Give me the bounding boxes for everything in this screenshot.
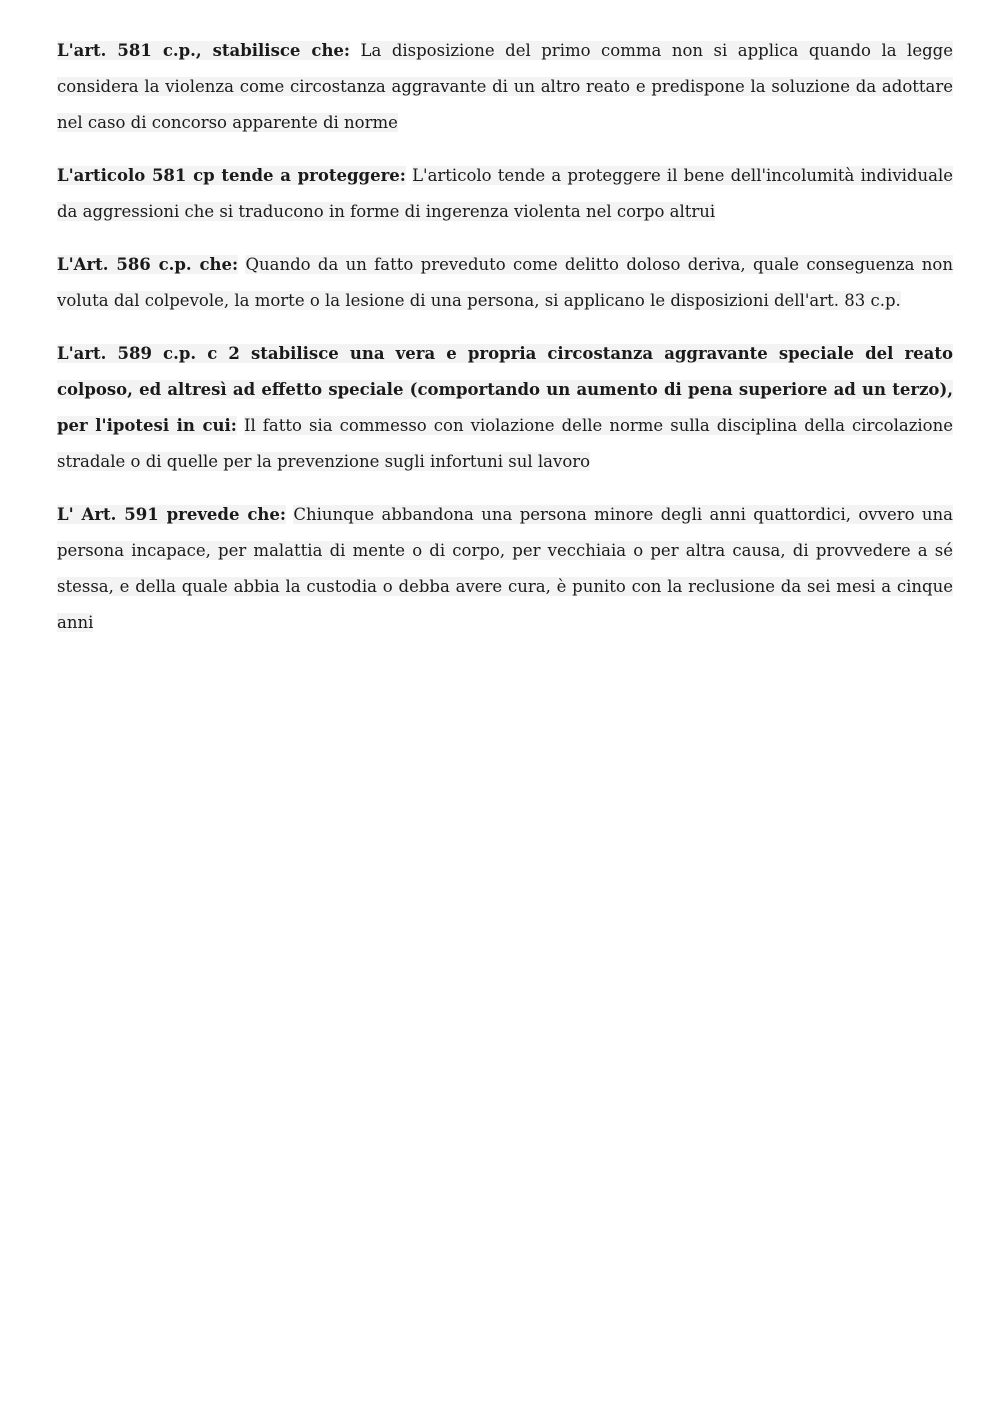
paragraph-text: Il fatto sia commesso con violazione delle norme sulla disciplina della circolazione stradale o di quelle per la prevenzione sugli infortuni sul lavoro [57,416,953,471]
paragraph-art-591 [57,497,953,641]
paragraph-art-586 [57,247,953,319]
paragraph-lead: L'art. 581 c.p., stabilisce che: [57,41,351,60]
paragraph-art-581-scope [57,33,953,141]
paragraph-lead: L'articolo 581 cp tende a proteggere: [57,166,406,185]
paragraph-text: La disposizione del primo comma non si applica quando la legge considera la violenza come circostanza aggravante di un altro reato e predispone la soluzione da adottare nel caso di concorso apparente di norme [57,41,953,132]
document-page [57,33,953,658]
paragraph-art-589 [57,336,953,480]
paragraph-lead: L'Art. 586 c.p. che: [57,255,239,274]
paragraph-lead: L' Art. 591 prevede che: [57,505,286,524]
paragraph-text: L'articolo tende a proteggere il bene dell'incolumità individuale da aggressioni che si traducono in forme di ingerenza violenta nel corpo altrui [57,166,953,221]
paragraph-text: Chiunque abbandona una persona minore degli anni quattordici, ovvero una persona incapace, per malattia di mente o di corpo, per vecchiaia o per altra causa, di provvedere a sé stessa, e della quale abbia la custodia o debba avere cura, è punito con la reclusione da sei mesi a cinque anni [57,505,954,632]
paragraph-lead: L'art. 589 c.p. c 2 stabilisce una vera e propria circostanza aggravante speciale del reato colposo, ed altresì ad effetto speciale (comportando un aumento di pena superiore ad un terzo), per l'ipotesi in cui: [57,344,953,435]
paragraph-art-581-protection [57,158,953,230]
paragraph-text: Quando da un fatto preveduto come delitto doloso deriva, quale conseguenza non voluta dal colpevole, la morte o la lesione di una persona, si applicano le disposizioni dell'art. 83 c.p. [57,255,953,310]
